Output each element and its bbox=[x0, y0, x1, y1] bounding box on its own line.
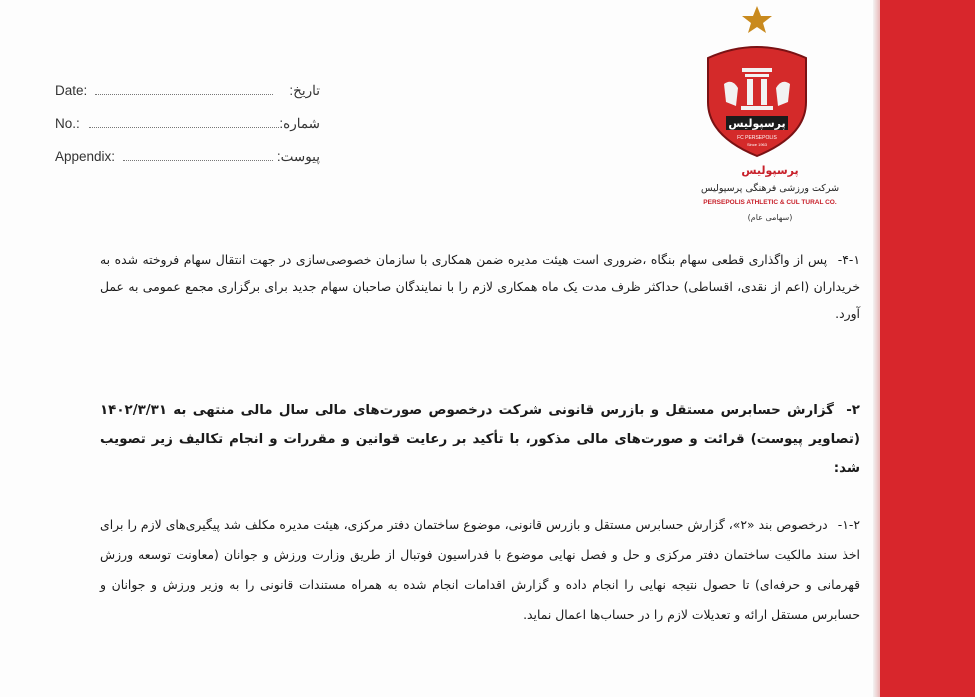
appendix-label-fa: پیوست: bbox=[276, 149, 320, 164]
persepolis-logo bbox=[690, 2, 850, 232]
page-edge-shadow bbox=[873, 0, 880, 697]
number-label-en: No.: bbox=[55, 116, 80, 131]
date-label-en: Date: bbox=[55, 83, 88, 98]
logo-name-fa: پرسپولیس bbox=[741, 164, 799, 177]
section-4-1 bbox=[100, 246, 860, 327]
appendix-label-en: Appendix: bbox=[55, 149, 116, 164]
section-text: پس از واگذاری قطعی سهام بنگاه ،ضروری است هیئت مدیره ضمن همکاری با سازمان خصوصی‌سازی در جهت انتقال سهام فروخته شده به خریداران (اعم از نقدی، اقساطی) حداکثر ظرف مدت یک ماه همکاری لازم را با نمایندگان صاحبان سهام جدید برای برگزاری مجمع عمومی به عمل آورد. bbox=[100, 252, 860, 321]
number-label-fa: شماره: bbox=[279, 116, 320, 131]
crest-graphic bbox=[690, 2, 850, 162]
appendix-field bbox=[55, 148, 320, 168]
appendix-dotted-line bbox=[123, 160, 273, 161]
red-side-band bbox=[880, 0, 975, 697]
section-2-1 bbox=[100, 510, 860, 630]
number-dotted-line bbox=[89, 127, 279, 128]
star-icon bbox=[742, 6, 772, 33]
crest-name-en: FC PERSEPOLIS bbox=[737, 135, 777, 141]
section-number: ۱-۲- bbox=[837, 517, 860, 532]
section-text: درخصوص بند «۲»، گزارش حسابرس مستقل و بازرس قانونی، موضوع ساختمان دفتر مرکزی، هیئت مدیره مکلف شد پیگیری‌های لازم را برای اخذ سند مالکیت ساختمان دفتر مرکزی و حل و فصل نهایی موضوع با فدراسیون فوتبال از طریق وزارت ورزش و جوانان (معاونت توسعه ورزش قهرمانی و حرفه‌ای) تا حصول نتیجه نهایی را انجام داده و گزارش اقدامات انجام شده به همراه مستندات قانونی را به وزیر ورزش و جوانان و حسابرس مستقل ارائه و تعدیلات لازم را در حساب‌ها اعمال نماید. bbox=[100, 517, 860, 622]
crest-since: Since 1963 bbox=[746, 142, 768, 147]
section-2-heading bbox=[100, 396, 860, 483]
section-number: ۲- bbox=[846, 403, 860, 418]
logo-company-type: (سهامی عام) bbox=[747, 213, 793, 222]
section-text: گزارش حسابرس مستقل و بازرس قانونی شرکت درخصوص صورت‌های مالی سال مالی منتهی به ۱۴۰۲/۳/۳۱ (تصاویر پیوست) قرائت و صورت‌های مالی مذکور، با تأکید بر رعایت قوانین و مقررات و انجام تکالیف زیر تصویب شد: bbox=[100, 403, 860, 476]
logo-company-fa: شرکت ورزشی فرهنگی پرسپولیس bbox=[700, 183, 840, 194]
date-dotted-line bbox=[95, 94, 273, 95]
crest-name-fa: پرسپولیس bbox=[728, 117, 786, 130]
number-field bbox=[55, 115, 320, 135]
logo-company-en: PERSEPOLIS ATHLETIC & CUL TURAL CO. bbox=[703, 199, 837, 206]
date-label-fa: تاریخ: bbox=[289, 83, 320, 98]
date-field bbox=[55, 82, 320, 102]
section-number: ۴-۱- bbox=[837, 252, 860, 267]
